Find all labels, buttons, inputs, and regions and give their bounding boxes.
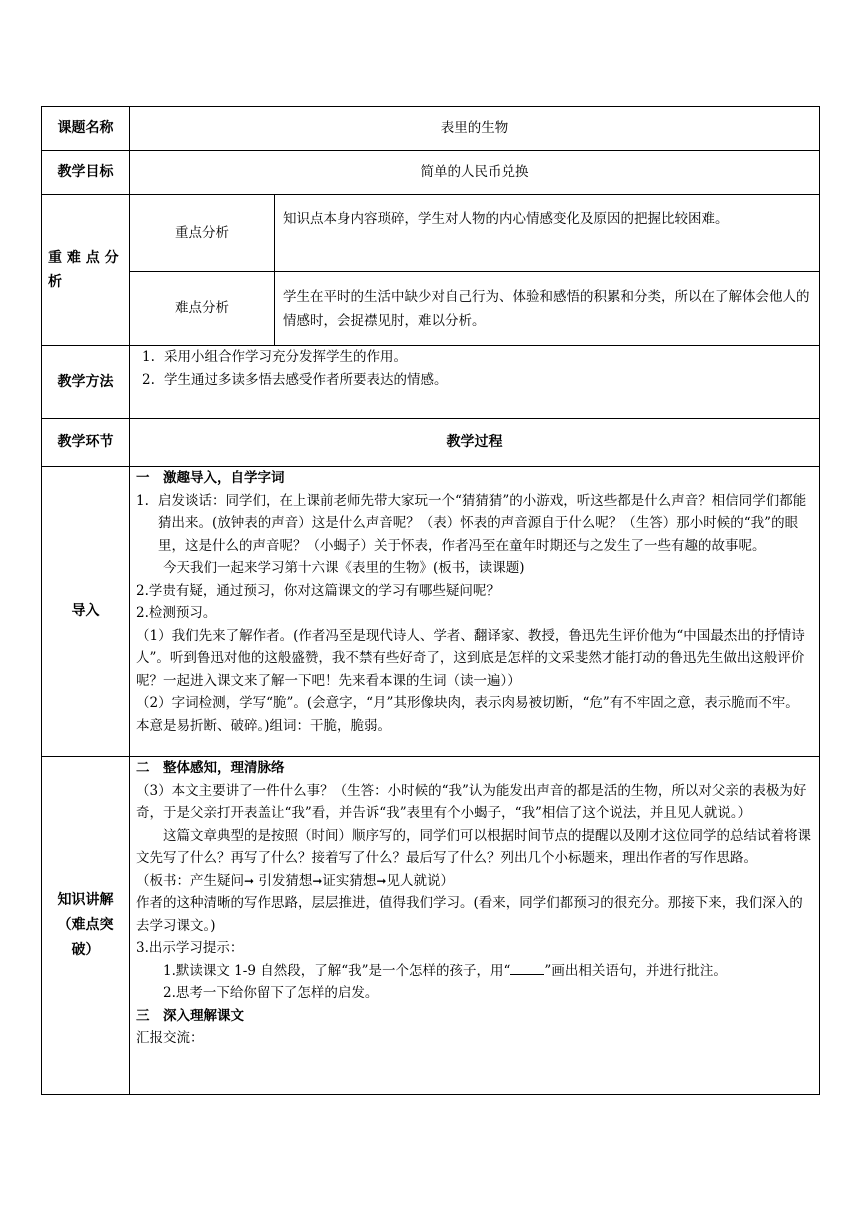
intro-content: [130, 467, 820, 757]
intro-paragraph-1: [136, 490, 811, 558]
study-tip-2: 2.思考一下给你留下了怎样的启发。: [163, 985, 379, 1001]
method-label: 教学方法: [42, 346, 130, 419]
intro-paragraph-3: 2.学贵有疑，通过预习，你对这篇课文的学习有哪些疑问呢？: [136, 582, 500, 599]
key-point-label: 重点分析: [130, 195, 275, 272]
analysis-label-line1: 重 难 点 分: [48, 250, 119, 266]
row-knowledge: [42, 757, 820, 1095]
board-step-3: 证实猜想: [322, 872, 377, 889]
knowledge-content: [130, 757, 820, 1095]
study-tip-1-b: ”画出相关语句，并进行批注。: [544, 962, 727, 979]
intro-paragraph-5: （1）我们先来了解作者。(作者冯至是现代诗人、学者、翻译家、教授，鲁迅先生评价他为“中国最杰出的抒情诗人”。听到鲁迅对他的这般盛赞，我不禁有些好奇了，这到底是怎样的文采斐然才能打动的鲁迅先生做出这般评价呢？一起进入课文来了解一下吧！先来看本课的生词（读一遍））: [136, 627, 805, 689]
row-title: [42, 107, 820, 151]
knowledge-paragraph-3: 作者的这种清晰的写作思路，层层推进，值得我们学习。(看来，同学们都预习的很充分。那接下来，我们深入的去学习课文。): [136, 895, 803, 934]
goal-label: 教学目标: [42, 151, 130, 195]
analysis-label-line2: 析: [48, 274, 62, 290]
row-key-point: [42, 195, 820, 272]
knowledge-label-line2: （难点突: [57, 917, 114, 933]
method-item-text: 学生通过多读多悟去感受作者所要表达的情感。: [164, 371, 448, 388]
arrow-right-icon: ➞: [312, 873, 323, 888]
knowledge-label-line1: 知识讲解: [57, 892, 114, 908]
title-label: 课题名称: [42, 107, 130, 151]
method-item: [136, 346, 811, 369]
method-item-text: 采用小组合作学习充分发挥学生的作用。: [164, 349, 407, 365]
method-content: [130, 346, 820, 419]
process-step-label: 教学环节: [42, 419, 130, 467]
intro-paragraph-6: （2）字词检测，学写“脆”。(会意字，“月”其形像块肉，表示肉易被切断，“危”有不牢固之意，表示脆而不牢。本意是易折断、破碎。)组词：干脆，脆弱。: [136, 695, 799, 734]
process-title: 教学过程: [130, 419, 820, 467]
knowledge-heading: 二 整体感知，理清脉络: [136, 760, 285, 776]
board-prefix: （板书：产生疑问: [136, 872, 244, 889]
knowledge-label-line3: 破）: [71, 942, 100, 958]
arrow-right-icon: ➞: [376, 873, 387, 888]
board-step-2: 引发猜想: [258, 872, 313, 889]
board-writing: [136, 870, 811, 893]
row-intro: [42, 467, 820, 757]
underline-blank: [510, 960, 544, 975]
goal-value: 简单的人民币兑换: [130, 151, 820, 195]
method-item-num: 2.: [142, 371, 155, 388]
method-item-num: 1.: [142, 349, 155, 365]
study-tip-1: [136, 960, 811, 983]
knowledge-paragraph-2: 这篇文章典型的是按照（时间）顺序写的，同学们可以根据时间节点的提醒以及刚才这位同学的总结试着将课文先写了什么？再写了什么？接着写了什么？最后写了什么？列出几个小标题来，理出作者的写作思路。: [136, 827, 811, 866]
lesson-plan-table: [41, 106, 820, 1095]
intro-label: 导入: [42, 467, 130, 757]
study-tip-1-a: 1.默读课文 1-9 自然段，了解“我”是一个怎样的孩子，用“: [163, 962, 511, 979]
knowledge-heading-3: 三 深入理解课文: [136, 1007, 244, 1024]
knowledge-label: [42, 757, 130, 1095]
intro-paragraph-2: 今天我们一起来学习第十六课《表里的生物》(板书，读课题): [163, 560, 525, 576]
title-value: 表里的生物: [130, 107, 820, 151]
arrow-right-icon: ➞: [244, 873, 255, 888]
method-item: [136, 369, 811, 392]
intro-paragraph-4: 2.检测预习。: [136, 605, 217, 621]
knowledge-paragraph-4: 3.出示学习提示：: [136, 940, 244, 956]
knowledge-paragraph-5: 汇报交流：: [136, 1030, 204, 1046]
key-point-text: 知识点本身内容琐碎，学生对人物的内心情感变化及原因的把握比较困难。: [275, 195, 820, 272]
intro-heading: 一 激趣导入，自学字词: [136, 470, 285, 486]
row-goal: [42, 151, 820, 195]
row-difficult-point: [42, 272, 820, 346]
board-step-4: 见人就说）: [386, 872, 454, 889]
row-process-header: [42, 419, 820, 467]
difficult-point-text: 学生在平时的生活中缺少对自己行为、体验和感悟的积累和分类，所以在了解体会他人的情感时，会捉襟见肘，难以分析。: [275, 272, 820, 346]
intro-p1-num: 1.: [136, 492, 149, 509]
intro-p1-text: 启发谈话：同学们，在上课前老师先带大家玩一个“猜猜猜”的小游戏，听这些都是什么声音？相信同学们都能猜出来。(放钟表的声音）这是什么声音呢？（表）怀表的声音源自于什么呢？（生答）那小时候的“我”的眼里，这是什么的声音呢？（小蝎子）关于怀表，作者冯至在童年时期还与之发生了一些有趣的故事呢。: [158, 492, 807, 554]
analysis-label: [42, 195, 130, 346]
knowledge-paragraph-1: （3）本文主要讲了一件什么事？（生答：小时候的“我”认为能发出声音的都是活的生物，所以对父亲的表极为好奇，于是父亲打开表盖让“我”看，并告诉“我”表里有个小蝎子，“我”相信了这个说法，并且见人就说。）: [136, 782, 807, 821]
difficult-point-label: 难点分析: [130, 272, 275, 346]
row-method: [42, 346, 820, 419]
